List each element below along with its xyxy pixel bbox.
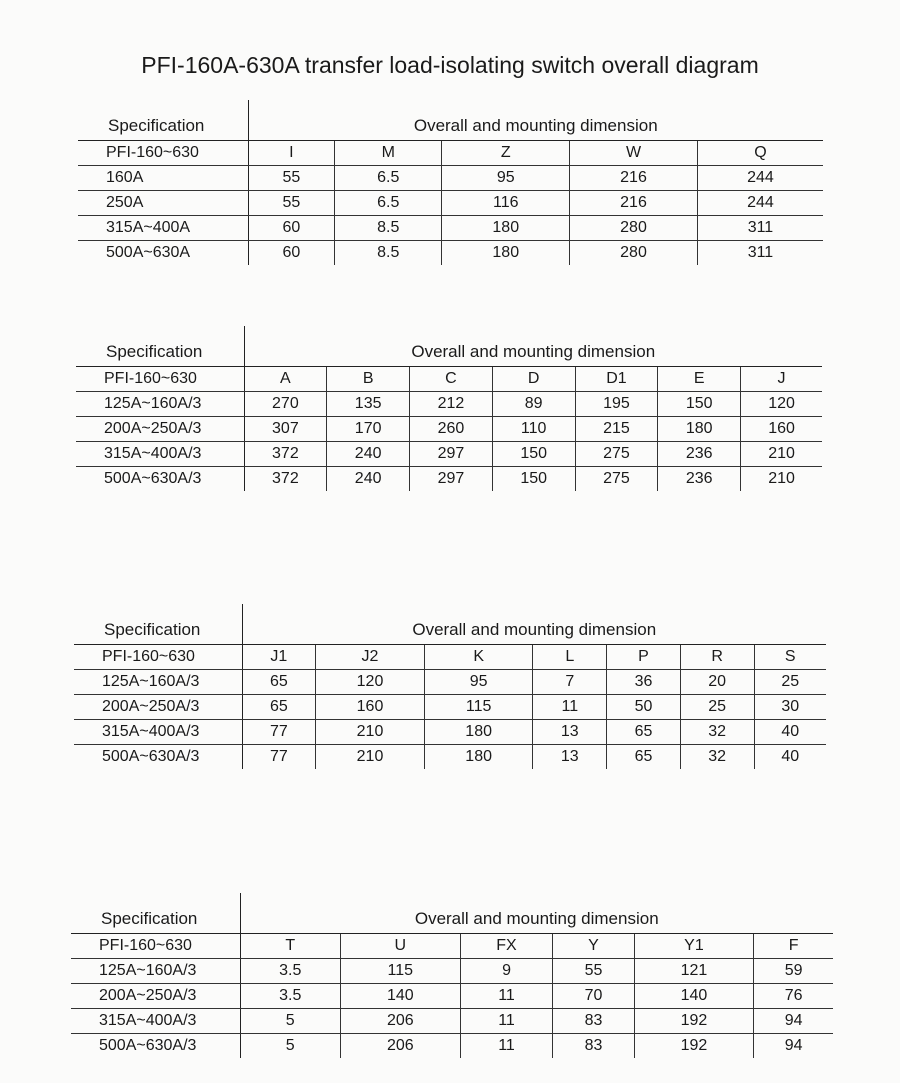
dimension-value: 9 (460, 959, 553, 984)
dimension-value: 140 (340, 984, 460, 1009)
dimension-value: 121 (634, 959, 754, 984)
column-label: T (240, 934, 340, 959)
spec-cell: 250A (78, 191, 248, 216)
dimension-table (71, 893, 833, 1058)
header-row (71, 893, 833, 934)
overall-dimension-header: Overall and mounting dimension (244, 326, 822, 367)
dimension-value: 216 (570, 166, 698, 191)
dimension-value: 160 (741, 417, 822, 442)
dimension-table (76, 326, 822, 491)
column-label-row (78, 141, 823, 166)
dimension-value: 206 (340, 1009, 460, 1034)
column-label: K (424, 645, 533, 670)
dimension-value: 210 (316, 745, 425, 770)
dimension-value: 280 (570, 241, 698, 266)
table-row (74, 720, 826, 745)
column-label: D (492, 367, 575, 392)
column-label: W (570, 141, 698, 166)
dimension-value: 65 (607, 745, 681, 770)
dimension-value: 32 (680, 745, 754, 770)
dimension-value: 25 (754, 670, 826, 695)
spec-cell: PFI-160~630 (71, 934, 240, 959)
dimension-table-4 (71, 893, 833, 1058)
dimension-value: 11 (533, 695, 607, 720)
dimension-value: 25 (680, 695, 754, 720)
specification-header: Specification (71, 893, 240, 934)
dimension-value: 311 (747, 244, 774, 261)
spec-cell: PFI-160~630 (76, 367, 244, 392)
dimension-value: 372 (244, 442, 327, 467)
column-label: FX (460, 934, 553, 959)
spec-cell: PFI-160~630 (78, 141, 248, 166)
dimension-value: 89 (492, 392, 575, 417)
dimension-value: 60 (248, 216, 335, 241)
table-row (76, 467, 822, 492)
dimension-value: 32 (680, 720, 754, 745)
dimension-value: 83 (553, 1034, 634, 1059)
dimension-value: 210 (768, 470, 795, 487)
spec-cell: 125A~160A/3 (74, 670, 242, 695)
dimension-table-2 (76, 326, 822, 491)
dimension-value: 192 (634, 1034, 754, 1059)
dimension-value: 140 (634, 984, 754, 1009)
dimension-value: 60 (248, 241, 335, 266)
dimension-table (78, 100, 823, 265)
dimension-value: 280 (570, 216, 698, 241)
dimension-value: 120 (316, 670, 425, 695)
dimension-value: 83 (553, 1009, 634, 1034)
dimension-value: 195 (575, 392, 658, 417)
specification-header: Specification (74, 604, 242, 645)
header-row (76, 326, 822, 367)
column-label: E (658, 367, 741, 392)
header-row (74, 604, 826, 645)
dimension-value: 236 (658, 442, 741, 467)
dimension-value: 160 (316, 695, 425, 720)
dimension-value: 270 (244, 392, 327, 417)
table-row (76, 417, 822, 442)
dimension-value: 260 (410, 417, 493, 442)
dimension-value: 55 (248, 191, 335, 216)
dimension-value: 210 (316, 720, 425, 745)
column-label: S (754, 645, 826, 670)
dimension-value: 192 (634, 1009, 754, 1034)
dimension-value: 8.5 (335, 241, 442, 266)
dimension-value: 297 (410, 442, 493, 467)
spec-cell: 500A~630A/3 (74, 745, 242, 770)
dimension-value: 94 (754, 1009, 833, 1034)
dimension-value: 94 (784, 1037, 803, 1054)
column-label: L (533, 645, 607, 670)
table-row (71, 1034, 833, 1059)
spec-cell: 125A~160A/3 (71, 959, 240, 984)
page-title: PFI-160A-630A transfer load-isolating switch overall diagram (141, 52, 759, 78)
dimension-value: 180 (442, 241, 570, 266)
dimension-value: 13 (533, 720, 607, 745)
dimension-value: 115 (340, 959, 460, 984)
table-row (78, 241, 823, 266)
dimension-value: 5 (240, 1009, 340, 1034)
table-row (74, 695, 826, 720)
dimension-value: 6.5 (335, 191, 442, 216)
header-row (78, 100, 823, 141)
column-label: F (754, 934, 833, 959)
overall-dimension-header: Overall and mounting dimension (248, 100, 823, 141)
column-label: Y (553, 934, 634, 959)
dimension-value: 115 (424, 695, 533, 720)
dimension-value: 20 (680, 670, 754, 695)
dimension-value: 236 (658, 467, 741, 492)
spec-cell: 500A~630A/3 (76, 467, 244, 492)
dimension-value: 372 (244, 467, 327, 492)
column-label: Y1 (634, 934, 754, 959)
spec-cell: 315A~400A/3 (74, 720, 242, 745)
column-label: A (244, 367, 327, 392)
column-label-row (74, 645, 826, 670)
table-row (78, 166, 823, 191)
table-row (71, 959, 833, 984)
dimension-value: 206 (340, 1034, 460, 1059)
dimension-value: 55 (248, 166, 335, 191)
dimension-value: 275 (575, 442, 658, 467)
dimension-value: 297 (410, 467, 493, 492)
column-label: B (327, 367, 410, 392)
dimension-value: 244 (697, 166, 823, 191)
column-label: M (335, 141, 442, 166)
dimension-value: 150 (658, 392, 741, 417)
spec-cell: 315A~400A/3 (76, 442, 244, 467)
spec-cell: 200A~250A/3 (71, 984, 240, 1009)
spec-cell: PFI-160~630 (74, 645, 242, 670)
dimension-value: 30 (754, 695, 826, 720)
dimension-value: 95 (442, 166, 570, 191)
column-label: J (741, 367, 822, 392)
dimension-value: 170 (327, 417, 410, 442)
overall-dimension-header: Overall and mounting dimension (240, 893, 833, 934)
dimension-value: 7 (533, 670, 607, 695)
dimension-value: 50 (607, 695, 681, 720)
dimension-value: 11 (460, 1009, 553, 1034)
table-row (74, 745, 826, 770)
spec-cell: 500A~630A/3 (71, 1034, 240, 1059)
specification-header: Specification (76, 326, 244, 367)
column-label: Q (697, 141, 823, 166)
column-label: I (248, 141, 335, 166)
column-label: J1 (242, 645, 316, 670)
dimension-value: 76 (754, 984, 833, 1009)
table-row (74, 670, 826, 695)
spec-cell: 125A~160A/3 (76, 392, 244, 417)
column-label: C (410, 367, 493, 392)
dimension-value: 55 (553, 959, 634, 984)
dimension-value: 240 (327, 467, 410, 492)
dimension-value: 3.5 (240, 984, 340, 1009)
dimension-table-3 (74, 604, 826, 769)
table-row (71, 984, 833, 1009)
dimension-value: 5 (240, 1034, 340, 1059)
dimension-value: 95 (424, 670, 533, 695)
dimension-value: 135 (327, 392, 410, 417)
dimension-table (74, 604, 826, 769)
dimension-value: 36 (607, 670, 681, 695)
spec-cell: 315A~400A (78, 216, 248, 241)
dimension-value: 216 (570, 191, 698, 216)
dimension-value: 150 (492, 467, 575, 492)
dimension-value: 307 (244, 417, 327, 442)
dimension-value: 77 (242, 720, 316, 745)
dimension-value: 6.5 (335, 166, 442, 191)
dimension-value: 275 (575, 467, 658, 492)
dimension-value: 215 (575, 417, 658, 442)
table-row (78, 216, 823, 241)
column-label: R (680, 645, 754, 670)
table-row (71, 1009, 833, 1034)
spec-cell: 315A~400A/3 (71, 1009, 240, 1034)
specification-header: Specification (78, 100, 248, 141)
spec-cell: 200A~250A/3 (76, 417, 244, 442)
overall-dimension-header: Overall and mounting dimension (242, 604, 826, 645)
column-label-row (71, 934, 833, 959)
spec-cell: 160A (78, 166, 248, 191)
dimension-value: 3.5 (240, 959, 340, 984)
column-label: J2 (316, 645, 425, 670)
column-label: U (340, 934, 460, 959)
dimension-value: 40 (781, 748, 800, 765)
dimension-value: 120 (741, 392, 822, 417)
dimension-value: 65 (242, 670, 316, 695)
dimension-value: 59 (754, 959, 833, 984)
table-row (76, 442, 822, 467)
column-label: D1 (575, 367, 658, 392)
dimension-value: 70 (553, 984, 634, 1009)
dimension-table-1 (78, 100, 823, 265)
dimension-value: 65 (242, 695, 316, 720)
table-row (78, 191, 823, 216)
dimension-value: 65 (607, 720, 681, 745)
dimension-value: 13 (533, 745, 607, 770)
spec-cell: 500A~630A (78, 241, 248, 266)
table-row (76, 392, 822, 417)
dimension-value: 11 (460, 1034, 553, 1059)
column-label: P (607, 645, 681, 670)
dimension-value: 212 (410, 392, 493, 417)
dimension-value: 210 (741, 442, 822, 467)
dimension-value: 116 (442, 191, 570, 216)
dimension-value: 311 (697, 216, 823, 241)
dimension-value: 110 (492, 417, 575, 442)
dimension-value: 240 (327, 442, 410, 467)
dimension-value: 150 (492, 442, 575, 467)
dimension-value: 180 (442, 216, 570, 241)
column-label-row (76, 367, 822, 392)
dimension-value: 8.5 (335, 216, 442, 241)
dimension-value: 244 (697, 191, 823, 216)
dimension-value: 40 (754, 720, 826, 745)
dimension-value: 180 (424, 745, 533, 770)
dimension-value: 11 (460, 984, 553, 1009)
dimension-value: 180 (658, 417, 741, 442)
column-label: Z (442, 141, 570, 166)
spec-cell: 200A~250A/3 (74, 695, 242, 720)
dimension-value: 180 (424, 720, 533, 745)
dimension-value: 77 (242, 745, 316, 770)
